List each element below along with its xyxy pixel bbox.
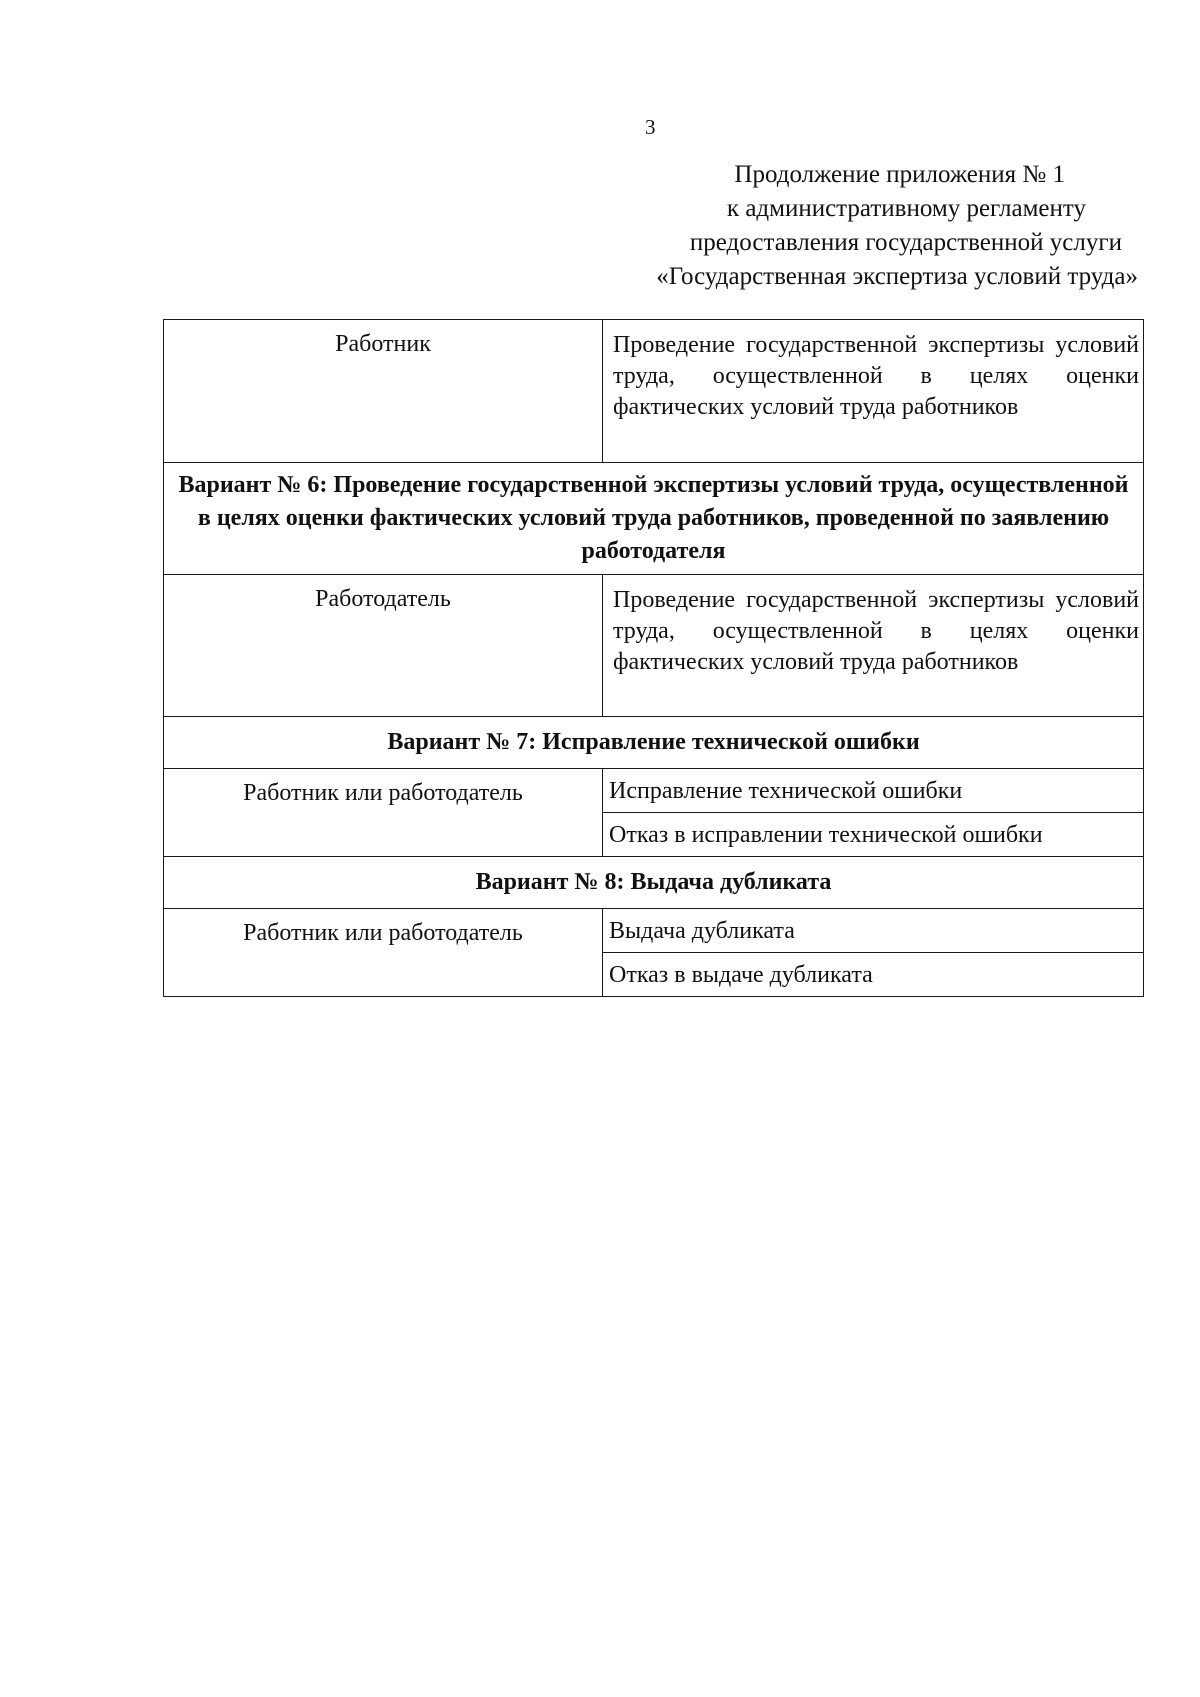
applicant-cell: Работник	[164, 320, 603, 463]
variant-8-heading: Вариант № 8: Выдача дубликата	[164, 857, 1144, 909]
table-row	[164, 909, 1144, 953]
result-cell: Отказ в исправлении технической ошибки	[603, 813, 1144, 857]
table-row	[164, 463, 1144, 575]
result-cell: Проведение государственной экспертизы условий труда, осуществленной в целях оценки фактических условий труда работников	[603, 575, 1144, 717]
table-row	[164, 320, 1144, 463]
result-cell: Исправление технической ошибки	[603, 769, 1144, 813]
applicant-cell: Работодатель	[164, 575, 603, 717]
appendix-header	[518, 158, 1138, 294]
table-row	[164, 769, 1144, 813]
appendix-header-line: предоставления государственной услуги	[689, 229, 1122, 256]
table-row	[164, 575, 1144, 717]
applicant-cell: Работник или работодатель	[164, 769, 603, 857]
table-row	[164, 857, 1144, 909]
variant-6-heading: Вариант № 6: Проведение государственной экспертизы условий труда, осуществленной в целях оценки фактических условий труда работников, проведенной по заявлению работодателя	[164, 463, 1144, 575]
table-row	[164, 717, 1144, 769]
page-number: 3	[645, 115, 656, 139]
appendix-header-line: к административному регламенту	[726, 195, 1086, 222]
appendix-header-line: Продолжение приложения № 1	[734, 161, 1065, 188]
appendix-header-line: «Государственная экспертиза условий труда»	[656, 263, 1138, 290]
result-cell: Выдача дубликата	[603, 909, 1144, 953]
result-cell: Проведение государственной экспертизы условий труда, осуществленной в целях оценки фактических условий труда работников	[603, 320, 1144, 463]
applicant-cell: Работник или работодатель	[164, 909, 603, 997]
variant-7-heading: Вариант № 7: Исправление технической ошибки	[164, 717, 1144, 769]
variants-table	[163, 319, 1144, 997]
result-cell: Отказ в выдаче дубликата	[603, 953, 1144, 997]
